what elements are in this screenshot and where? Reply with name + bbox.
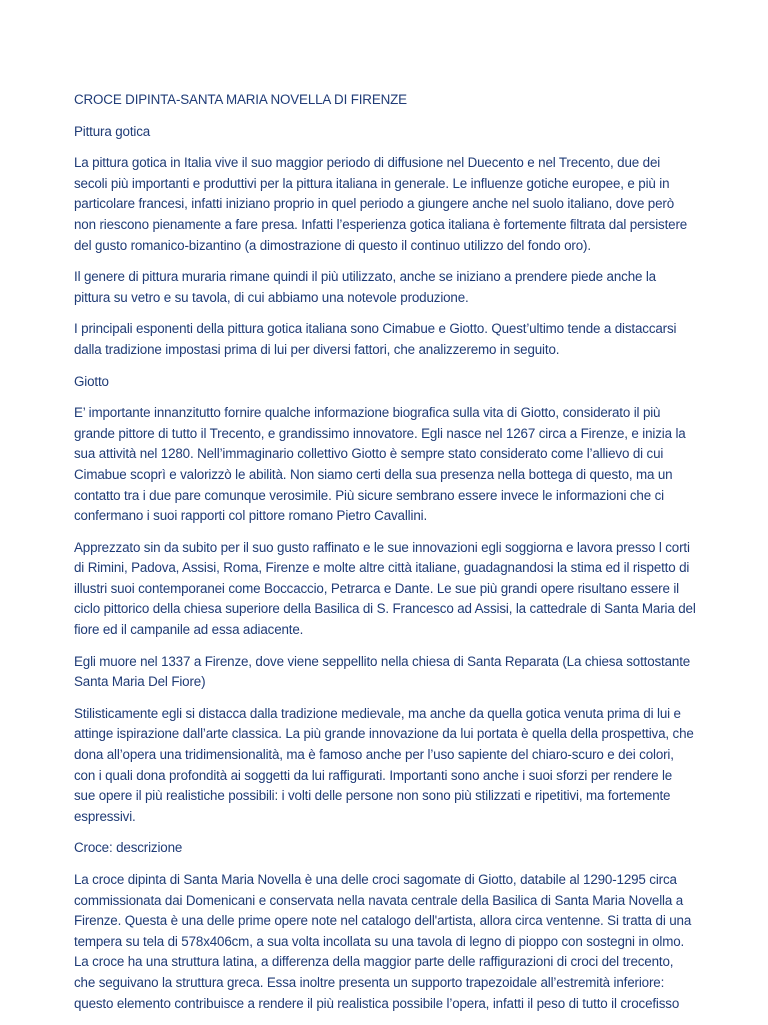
paragraph-line: La croce ha una struttura latina, a differenza della maggior parte delle raffigurazioni di croci del trecento, bbox=[74, 954, 674, 970]
document-title: CROCE DIPINTA-SANTA MARIA NOVELLA DI FIRENZE bbox=[74, 92, 407, 107]
paragraph-line: dona all’opera una tridimensionalità, ma è famoso anche per l’uso sapiente del chiaro-scuro e dei colori, bbox=[74, 747, 674, 763]
paragraph-line: ciclo pittorico della chiesa superiore della Basilica di S. Francesco ad Assisi, la cattedrale di Santa Maria del bbox=[74, 601, 696, 617]
paragraph-line: sua attività nel 1280. Nell’immaginario collettivo Giotto è sempre stato considerato come l’allievo di cui bbox=[74, 446, 664, 462]
paragraph-line: tempera su tela di 578x406cm, a sua volta incollata su una tavola di legno di pioppo con sostegni in olmo. bbox=[74, 933, 685, 949]
paragraph-line: fiore ed il campanile ad essa adiacente. bbox=[74, 622, 304, 638]
paragraph-line: particolare francesi, infatti iniziano proprio in quel periodo a giungere anche nel suolo italiano, dove però bbox=[74, 196, 675, 212]
paragraph-line: La pittura gotica in Italia vive il suo maggior periodo di diffusione nel Duecento e nel Trecento, due dei bbox=[74, 155, 661, 171]
paragraph bbox=[74, 403, 714, 527]
paragraph-line: contatto tra i due pare comunque verosimile. Più sicure sembrano essere invece le informazioni che ci bbox=[74, 487, 664, 503]
paragraph bbox=[74, 319, 714, 360]
paragraph-line: Il genere di pittura muraria rimane quindi il più utilizzato, anche se iniziano a prendere piede anche la bbox=[74, 269, 656, 285]
paragraph-line: che seguivano la struttura greca. Essa inoltre presenta un supporto trapezoidale all’estremità inferiore: bbox=[74, 974, 665, 990]
paragraph-line: dalla tradizione impostasi prima di lui per diversi fattori, che analizzeremo in seguito. bbox=[74, 341, 560, 357]
paragraph-line: illustri suoi contemporanei come Boccaccio, Petrarca e Dante. Le sue più grandi opere risultano essere il bbox=[74, 580, 680, 596]
paragraph-line: sue opere il più realistiche possibili: i volti delle persone non sono più stilizzati e ripetitivi, ma fortemente bbox=[74, 788, 671, 804]
paragraph-line: Apprezzato sin da subito per il suo gusto raffinato e le sue innovazioni egli soggiorna e lavora presso l corti bbox=[74, 539, 690, 555]
paragraph-line: Stilisticamente egli si distacca dalla tradizione medievale, ma anche da quella gotica venuta prima di lui e bbox=[74, 705, 681, 721]
paragraph-line: del gusto romanico-bizantino (a dimostrazione di questo il continuo utilizzo del fondo oro). bbox=[74, 237, 591, 253]
paragraph-line: confermano i suoi rapporti col pittore romano Pietro Cavallini. bbox=[74, 508, 428, 524]
paragraph-line: E’ importante innanzitutto fornire qualche informazione biografica sulla vita di Giotto, considerato il più bbox=[74, 405, 661, 421]
paragraph bbox=[74, 652, 714, 693]
paragraph-line: di Rimini, Padova, Assisi, Roma, Firenze e molte altre città italiane, guadagnandosi la stima ed il rispetto di bbox=[74, 560, 690, 576]
paragraph-line: questo elemento contribuisce a rendere il più realistica possibile l’opera, infatti il peso di tutto il crocefisso bbox=[74, 995, 680, 1011]
paragraph-line: I principali esponenti della pittura gotica italiana sono Cimabue e Giotto. Quest’ultimo tende a distaccarsi bbox=[74, 321, 677, 337]
document-page bbox=[74, 90, 714, 1025]
paragraph-line: secoli più importanti e produttivi per la pittura italiana in generale. Le influenze gotiche europee, e più in bbox=[74, 175, 670, 191]
paragraph-line: grande pittore di tutto il Trecento, e grandissimo innovatore. Egli nasce nel 1267 circa a Firenze, e inizia la bbox=[74, 425, 686, 441]
paragraph bbox=[74, 538, 714, 641]
paragraph-line: con i quali dona profondità ai soggetti da lui raffigurati. Importanti sono anche i suoi sforzi per rendere le bbox=[74, 767, 673, 783]
section-heading: Giotto bbox=[74, 373, 109, 389]
paragraph bbox=[74, 870, 714, 1014]
paragraph bbox=[74, 267, 714, 308]
section-heading: Pittura gotica bbox=[74, 123, 151, 139]
paragraph-line: pittura su vetro e su tavola, di cui abbiamo una notevole produzione. bbox=[74, 289, 469, 305]
paragraph bbox=[74, 153, 714, 256]
paragraph-line: Firenze. Questa è una delle prime opere note nel catalogo dell'artista, allora circa ventenne. Si tratta di una bbox=[74, 913, 692, 929]
paragraph-line: non riescono pienamente a fare presa. Infatti l’esperienza gotica italiana è fortemente filtrata dal persistere bbox=[74, 216, 688, 232]
paragraph-line: commissionata dai Domenicani e conservata nella navata centrale della Basilica di Santa Maria Novella a bbox=[74, 892, 684, 908]
section-heading: Croce: descrizione bbox=[74, 840, 183, 856]
paragraph-line: Santa Maria Del Fiore) bbox=[74, 674, 206, 690]
document-body bbox=[74, 122, 714, 1015]
paragraph-line: La croce dipinta di Santa Maria Novella è una delle croci sagomate di Giotto, databile al 1290-1295 circa bbox=[74, 872, 677, 887]
paragraph-line: espressivi. bbox=[74, 808, 136, 824]
paragraph-line: Egli muore nel 1337 a Firenze, dove viene seppellito nella chiesa di Santa Reparata (La chiesa sottostante bbox=[74, 653, 691, 669]
paragraph bbox=[74, 704, 714, 828]
paragraph-line: attinge ispirazione dall’arte classica. La più grande innovazione da lui portata è quella della prospettiva, che bbox=[74, 726, 694, 742]
paragraph-line: Cimabue scoprì e valorizzò le abilità. Non siamo certi della sua presenza nella bottega di questo, ma un bbox=[74, 466, 673, 482]
